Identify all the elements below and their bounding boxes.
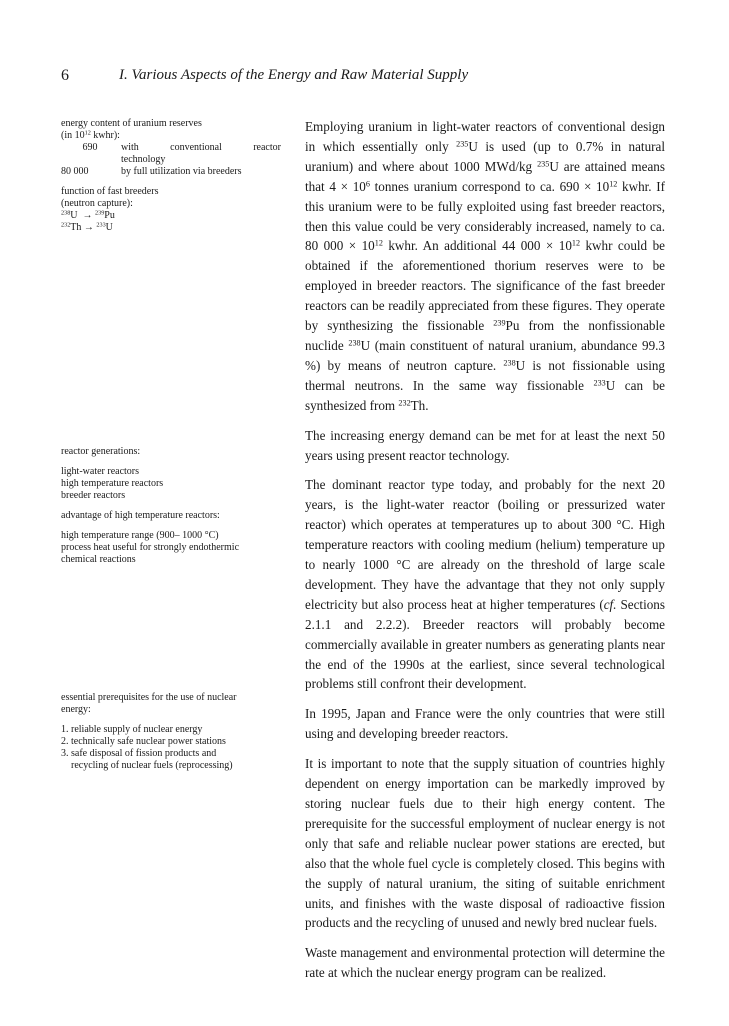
prerequisite-item: 1. reliable supply of nuclear energy	[61, 724, 203, 735]
note-heading: function of fast breeders	[61, 186, 159, 197]
paragraph: It is important to note that the supply situation of countries highly dependent on energy importation can be markedly improved by storing nuclear fuels due to their high energy content. The prerequisite for the successful employment of nuclear energy is not only that safe and reliable nuclear power stations are erected, but also that the whole fuel cycle is completely closed. This begins with the supply of natural uranium, the siting of suitable enrichment units, and finishes with the waste disposal of radioactive fission products and the recycling of unused and newly bred nuclear fuels.	[305, 756, 665, 931]
energy-label-line: with conventional reactor	[121, 142, 281, 153]
paragraph: Waste management and environmental protection will determine the rate at which the nuclear energy program can be realized.	[305, 945, 665, 981]
energy-row	[61, 142, 281, 166]
note-heading: (neutron capture):	[61, 198, 133, 209]
chapter-title: I. Various Aspects of the Energy and Raw Material Supply	[119, 67, 469, 83]
main-text	[305, 117, 665, 993]
margin-note-reactors	[61, 446, 281, 566]
energy-label	[119, 142, 281, 166]
page-number: 6	[61, 67, 69, 84]
energy-row	[61, 166, 281, 178]
prerequisite-item: 3. safe disposal of fission products and	[61, 748, 217, 759]
advantage-item: process heat useful for strongly endothermic	[61, 542, 240, 553]
prerequisite-item-continuation: recycling of nuclear fuels (reprocessing)	[71, 760, 233, 771]
note-heading: advantage of high temperature reactors:	[61, 510, 220, 521]
energy-label: by full utilization via breeders	[121, 166, 242, 177]
prerequisite-item: 2. technically safe nuclear power stations	[61, 736, 226, 747]
reaction-line: $^{232}$Th → $^{233}$U	[61, 221, 113, 233]
reaction-line: $^{238}$U → $^{239}$Pu	[61, 209, 115, 221]
running-header	[61, 67, 681, 87]
margin-note-prerequisites	[61, 692, 281, 772]
note-heading: energy content of uranium reserves	[61, 118, 202, 129]
note-heading: energy:	[61, 704, 91, 715]
energy-value: 690	[82, 142, 98, 153]
advantage-item: chemical reactions	[61, 554, 136, 565]
note-heading: reactor generations:	[61, 446, 141, 457]
prerequisite-list	[61, 724, 281, 760]
generation-item: light-water reactors	[61, 466, 140, 477]
energy-value: 80 000	[61, 166, 89, 177]
energy-label-line: technology	[121, 154, 166, 165]
note-heading: essential prerequisites for the use of nuclear	[61, 692, 237, 703]
paragraph: The dominant reactor type today, and probably for the next 20 years, is the light-water reactor (boiling or pressurized water reactor) which operates at temperatures up to about 300 °C. High temperature reactors with cooling medium (helium) temperature up to nearly 1000 °C are already on the threshold of large scale development. They have the advantage that they not only supply electricity but also process heat at higher temperatures (cf. Sections 2.1.1 and 2.2.2). Breeder reactors will probably become commercially available in greater numbers as generating plants near the end of the 1990s at the earliest, since several technological problems still confront their development.	[305, 477, 665, 692]
advantage-item: high temperature range (900– 1000 °C)	[61, 530, 219, 541]
paragraph: Employing uranium in light-water reactors of conventional design in which essentially only $^{235}$U is used (up to 0.7% in natural uranium) and where about 1000 MWd/kg $^{235}$U are attained means that $4 \times 10^6$ tonnes uranium correspond to ca. $690 \times 10^{12}$ kwhr. If this uranium were to be fully exploited using fast breeder reactors, then this value could be very considerably increased, namely to ca. 80 $000 \times 10^{12}$ kwhr. An additional 44 $000 \times 10^{12}$ kwhr could be obtained if the aforementioned thorium reserves were to be employed in breeder reactors. The significance of the fast breeder reactors can be readily appreciated from these figures. They operate by synthesizing the fissionable $^{239}$Pu from the nonfissionable nuclide $^{238}$U (main constituent of natural uranium, abundance 99.3 %) by means of neutron capture. $^{238}$U is not fissionable using thermal neutrons. In the same way fissionable $^{233}$U can be synthesized from $^{232}$Th.	[305, 119, 666, 413]
margin-note-energy	[61, 118, 281, 234]
paragraph: In 1995, Japan and France were the only countries that were still using and developing breeder reactors.	[305, 706, 665, 742]
generation-item: breeder reactors	[61, 490, 126, 501]
paragraph: The increasing energy demand can be met for at least the next 50 years using present reactor technology.	[305, 427, 665, 463]
generation-item: high temperature reactors	[61, 478, 164, 489]
note-heading: (in $10^{12}$ kwhr):	[61, 129, 120, 141]
